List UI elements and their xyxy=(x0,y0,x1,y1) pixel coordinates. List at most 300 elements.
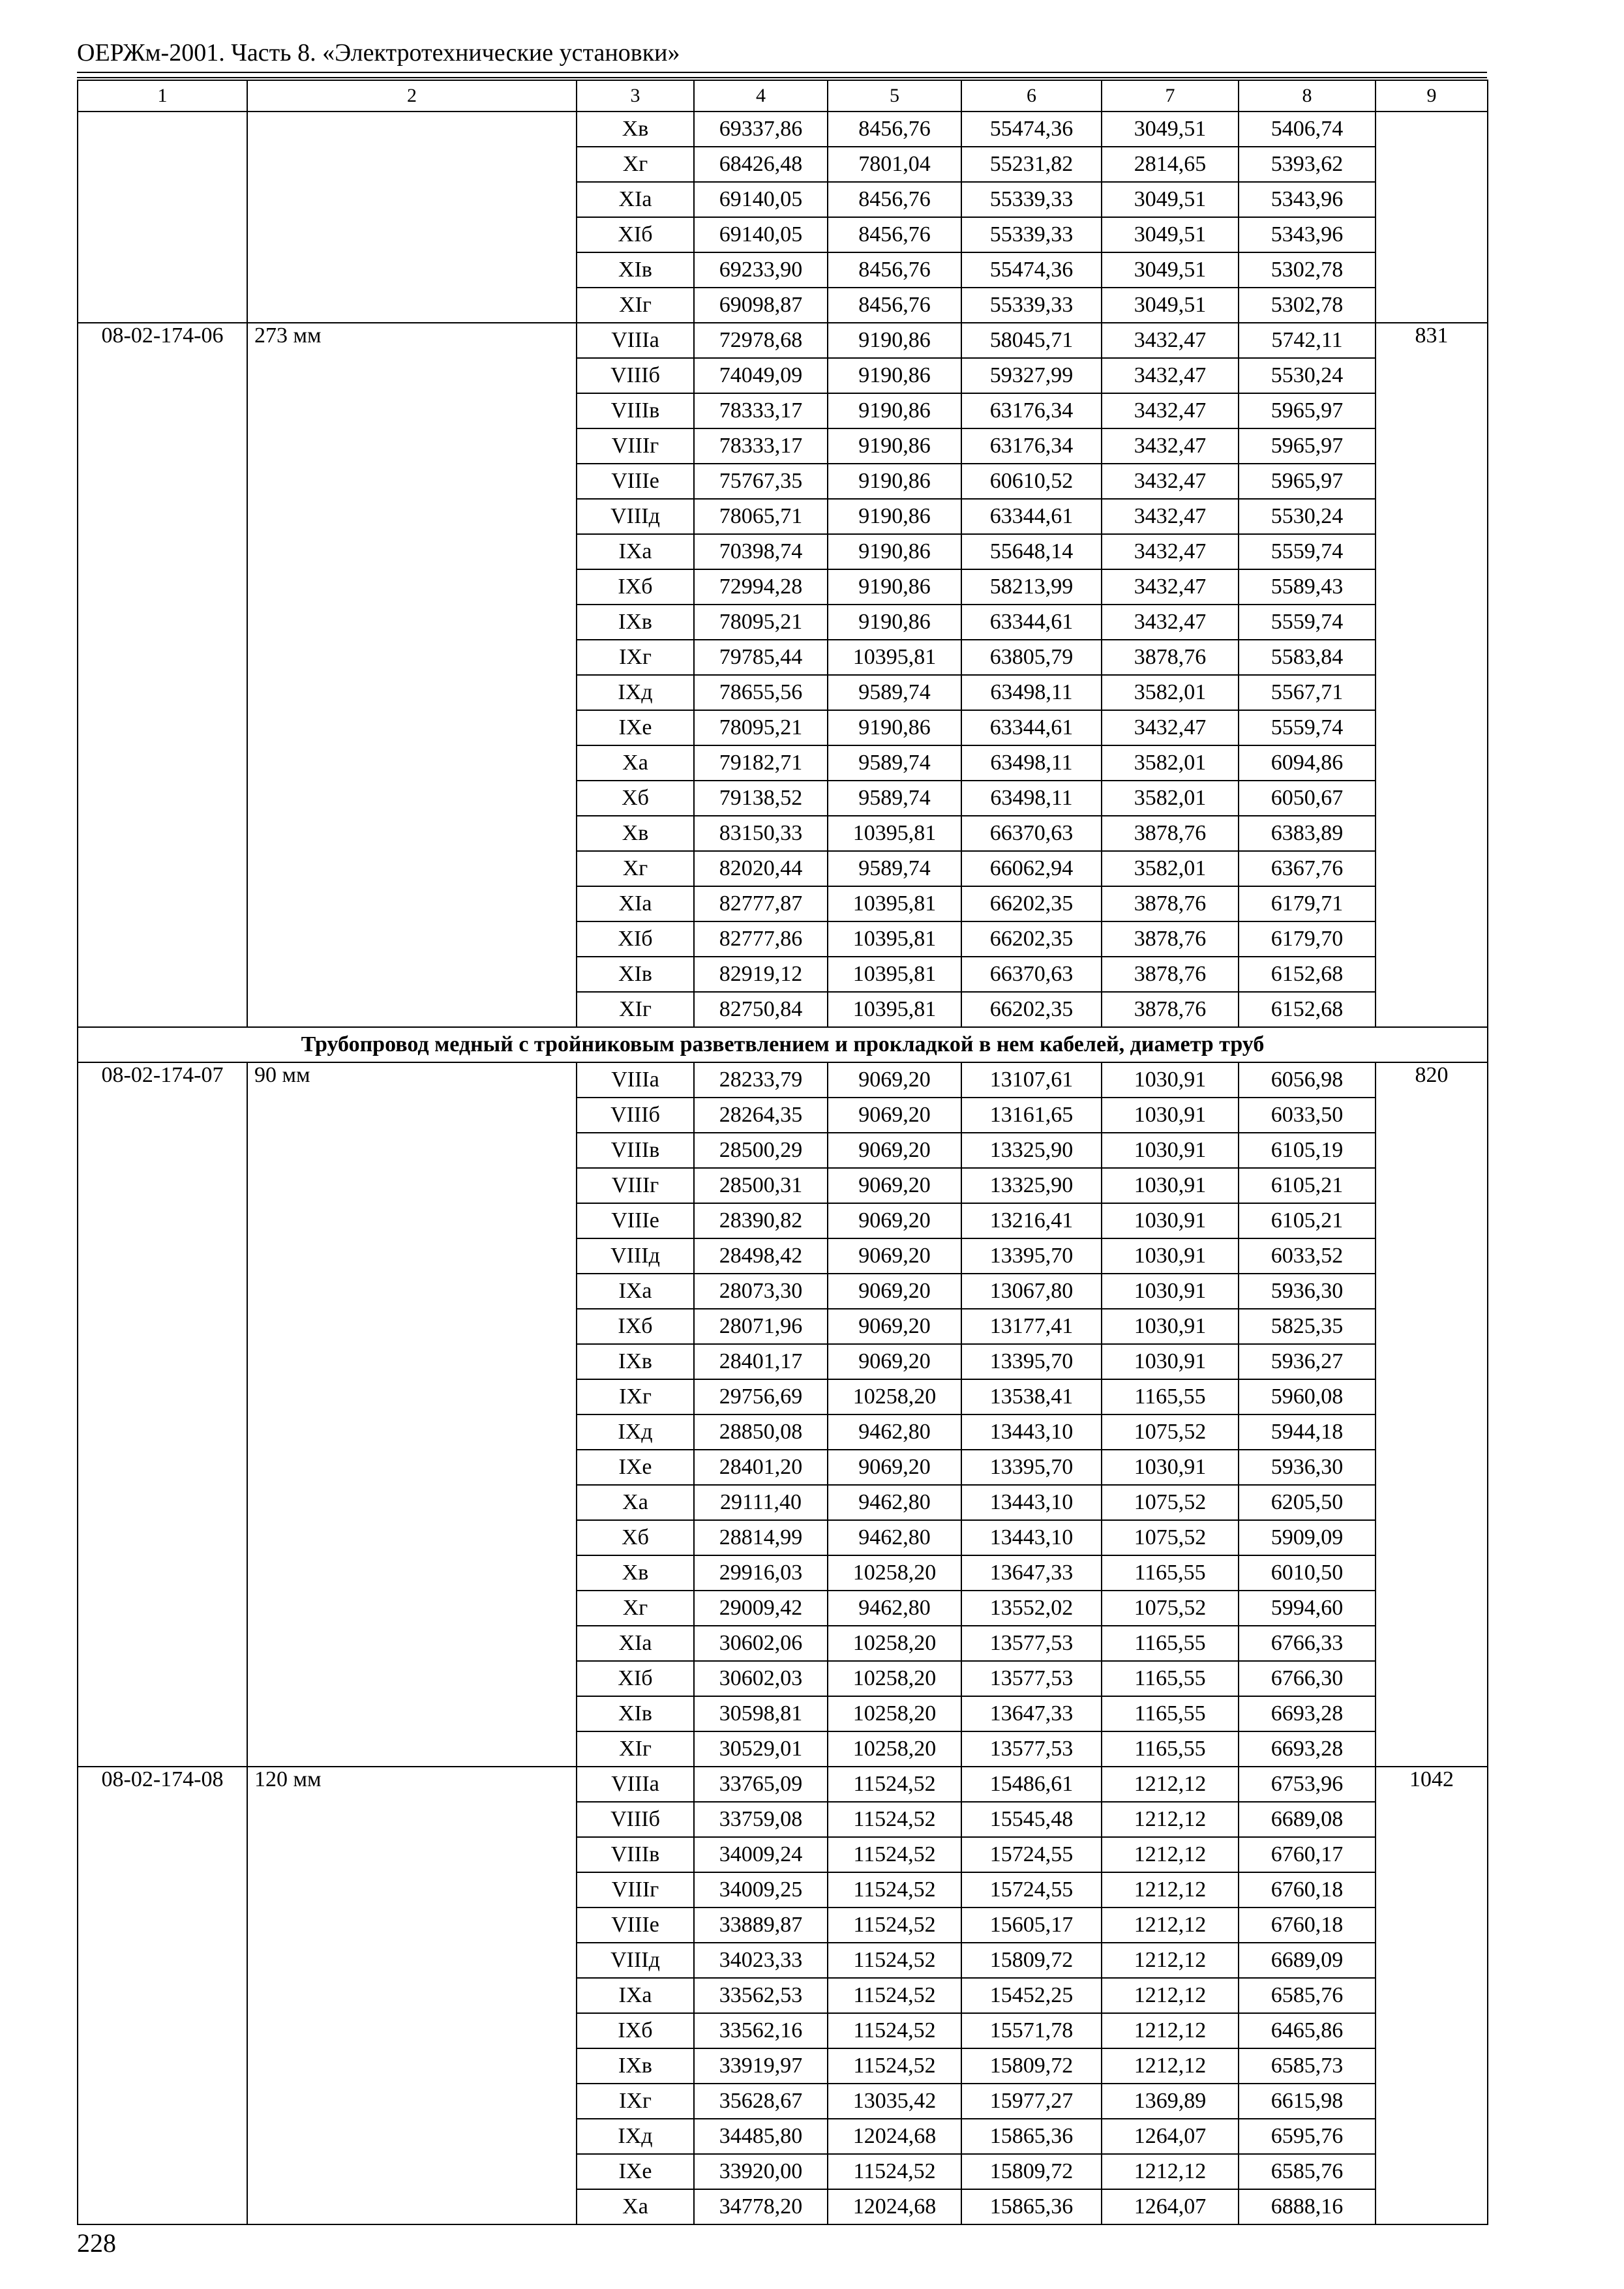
value-cell: 82750,84 xyxy=(694,992,828,1027)
column-9-cell xyxy=(1376,112,1488,323)
value-cell: 69140,05 xyxy=(694,182,828,217)
value-cell: 9190,86 xyxy=(828,323,961,358)
value-cell: 15486,61 xyxy=(961,1767,1102,1802)
rate-code-cell: 08-02-174-07 xyxy=(78,1062,247,1767)
value-cell: 1030,91 xyxy=(1102,1133,1239,1168)
value-cell: 9462,80 xyxy=(828,1414,961,1450)
value-cell: 6766,30 xyxy=(1239,1661,1376,1696)
value-cell: 9190,86 xyxy=(828,464,961,499)
value-cell: 78333,17 xyxy=(694,428,828,464)
page-header-title: ОЕРЖм-2001. Часть 8. «Электротехнические установки» xyxy=(77,39,680,67)
value-cell: 9069,20 xyxy=(828,1062,961,1098)
header-rule-bottom xyxy=(77,77,1487,78)
value-cell: 28071,96 xyxy=(694,1309,828,1344)
value-cell: 1030,91 xyxy=(1102,1098,1239,1133)
zone-cell: IXа xyxy=(577,1274,694,1309)
value-cell: 33562,53 xyxy=(694,1978,828,2013)
value-cell: 66202,35 xyxy=(961,992,1102,1027)
value-cell: 6585,73 xyxy=(1239,2048,1376,2084)
rate-code-cell xyxy=(78,112,247,323)
zone-cell: XIв xyxy=(577,252,694,288)
value-cell: 13216,41 xyxy=(961,1203,1102,1238)
value-cell: 3878,76 xyxy=(1102,886,1239,921)
zone-cell: Xг xyxy=(577,147,694,182)
zone-cell: IXб xyxy=(577,1309,694,1344)
zone-cell: Xг xyxy=(577,1591,694,1626)
value-cell: 8456,76 xyxy=(828,182,961,217)
value-cell: 6760,17 xyxy=(1239,1837,1376,1872)
value-cell: 3878,76 xyxy=(1102,957,1239,992)
value-cell: 10258,20 xyxy=(828,1731,961,1767)
value-cell: 6383,89 xyxy=(1239,816,1376,851)
value-cell: 5965,97 xyxy=(1239,464,1376,499)
value-cell: 83150,33 xyxy=(694,816,828,851)
zone-cell: VIIIг xyxy=(577,428,694,464)
zone-cell: IXе xyxy=(577,2154,694,2189)
zone-cell: XIа xyxy=(577,1626,694,1661)
zone-cell: XIа xyxy=(577,886,694,921)
value-cell: 11524,52 xyxy=(828,1767,961,1802)
zone-cell: XIв xyxy=(577,1696,694,1731)
section-row xyxy=(78,1027,1488,1062)
value-cell: 69337,86 xyxy=(694,112,828,147)
value-cell: 9589,74 xyxy=(828,851,961,886)
value-cell: 10395,81 xyxy=(828,957,961,992)
zone-cell: IXа xyxy=(577,1978,694,2013)
value-cell: 33920,00 xyxy=(694,2154,828,2189)
value-cell: 5393,62 xyxy=(1239,147,1376,182)
value-cell: 3432,47 xyxy=(1102,499,1239,534)
zone-cell: VIIIг xyxy=(577,1872,694,1908)
zone-cell: IXд xyxy=(577,1414,694,1450)
value-cell: 28073,30 xyxy=(694,1274,828,1309)
value-cell: 9190,86 xyxy=(828,358,961,393)
value-cell: 13443,10 xyxy=(961,1485,1102,1520)
value-cell: 13325,90 xyxy=(961,1133,1102,1168)
value-cell: 13161,65 xyxy=(961,1098,1102,1133)
value-cell: 6465,86 xyxy=(1239,2013,1376,2048)
value-cell: 15865,36 xyxy=(961,2189,1102,2224)
value-cell: 2814,65 xyxy=(1102,147,1239,182)
zone-cell: Xб xyxy=(577,781,694,816)
value-cell: 5944,18 xyxy=(1239,1414,1376,1450)
value-cell: 29009,42 xyxy=(694,1591,828,1626)
rate-code-cell: 08-02-174-08 xyxy=(78,1767,247,2224)
value-cell: 5994,60 xyxy=(1239,1591,1376,1626)
value-cell: 1030,91 xyxy=(1102,1344,1239,1379)
zone-cell: Xа xyxy=(577,2189,694,2224)
value-cell: 1075,52 xyxy=(1102,1591,1239,1626)
value-cell: 15452,25 xyxy=(961,1978,1102,2013)
value-cell: 1030,91 xyxy=(1102,1450,1239,1485)
value-cell: 63176,34 xyxy=(961,393,1102,428)
value-cell: 5936,30 xyxy=(1239,1274,1376,1309)
value-cell: 3878,76 xyxy=(1102,640,1239,675)
value-cell: 79182,71 xyxy=(694,745,828,781)
value-cell: 5343,96 xyxy=(1239,182,1376,217)
zone-cell: IXв xyxy=(577,1344,694,1379)
value-cell: 5965,97 xyxy=(1239,393,1376,428)
value-cell: 66202,35 xyxy=(961,921,1102,957)
value-cell: 63344,61 xyxy=(961,499,1102,534)
zone-cell: VIIIв xyxy=(577,1133,694,1168)
value-cell: 1165,55 xyxy=(1102,1626,1239,1661)
value-cell: 9589,74 xyxy=(828,781,961,816)
value-cell: 9589,74 xyxy=(828,745,961,781)
value-cell: 5530,24 xyxy=(1239,358,1376,393)
zone-cell: Xб xyxy=(577,1520,694,1555)
value-cell: 3432,47 xyxy=(1102,393,1239,428)
zone-cell: VIIIв xyxy=(577,393,694,428)
value-cell: 6152,68 xyxy=(1239,992,1376,1027)
column-number: 5 xyxy=(828,80,961,112)
value-cell: 6050,67 xyxy=(1239,781,1376,816)
zone-cell: XIг xyxy=(577,288,694,323)
value-cell: 1030,91 xyxy=(1102,1203,1239,1238)
value-cell: 15724,55 xyxy=(961,1837,1102,1872)
column-9-cell: 1042 xyxy=(1376,1767,1488,2224)
value-cell: 13577,53 xyxy=(961,1661,1102,1696)
value-cell: 33759,08 xyxy=(694,1802,828,1837)
zone-cell: Xв xyxy=(577,1555,694,1591)
zone-cell: VIIIа xyxy=(577,323,694,358)
value-cell: 3878,76 xyxy=(1102,992,1239,1027)
value-cell: 78333,17 xyxy=(694,393,828,428)
zone-cell: IXг xyxy=(577,640,694,675)
value-cell: 74049,09 xyxy=(694,358,828,393)
value-cell: 28390,82 xyxy=(694,1203,828,1238)
value-cell: 58213,99 xyxy=(961,569,1102,605)
value-cell: 13067,80 xyxy=(961,1274,1102,1309)
value-cell: 15809,72 xyxy=(961,2154,1102,2189)
price-table xyxy=(77,80,1488,2225)
value-cell: 69233,90 xyxy=(694,252,828,288)
value-cell: 5960,08 xyxy=(1239,1379,1376,1414)
zone-cell: IXд xyxy=(577,675,694,710)
zone-cell: IXе xyxy=(577,1450,694,1485)
zone-cell: VIIIд xyxy=(577,1943,694,1978)
value-cell: 1075,52 xyxy=(1102,1520,1239,1555)
value-cell: 15809,72 xyxy=(961,2048,1102,2084)
value-cell: 82919,12 xyxy=(694,957,828,992)
value-cell: 3878,76 xyxy=(1102,816,1239,851)
value-cell: 13577,53 xyxy=(961,1626,1102,1661)
zone-cell: IXб xyxy=(577,569,694,605)
column-number: 8 xyxy=(1239,80,1376,112)
value-cell: 55339,33 xyxy=(961,288,1102,323)
value-cell: 5559,74 xyxy=(1239,605,1376,640)
column-number: 1 xyxy=(78,80,247,112)
value-cell: 5936,30 xyxy=(1239,1450,1376,1485)
value-cell: 11524,52 xyxy=(828,1978,961,2013)
value-cell: 34485,80 xyxy=(694,2119,828,2154)
value-cell: 82777,86 xyxy=(694,921,828,957)
value-cell: 9069,20 xyxy=(828,1168,961,1203)
column-number-row xyxy=(78,80,1488,112)
value-cell: 8456,76 xyxy=(828,217,961,252)
value-cell: 1264,07 xyxy=(1102,2189,1239,2224)
zone-cell: VIIIе xyxy=(577,1203,694,1238)
value-cell: 3049,51 xyxy=(1102,288,1239,323)
value-cell: 28814,99 xyxy=(694,1520,828,1555)
value-cell: 9190,86 xyxy=(828,534,961,569)
value-cell: 55339,33 xyxy=(961,217,1102,252)
value-cell: 13395,70 xyxy=(961,1238,1102,1274)
value-cell: 6888,16 xyxy=(1239,2189,1376,2224)
value-cell: 5530,24 xyxy=(1239,499,1376,534)
zone-cell: XIг xyxy=(577,992,694,1027)
value-cell: 29756,69 xyxy=(694,1379,828,1414)
value-cell: 33562,16 xyxy=(694,2013,828,2048)
value-cell: 63344,61 xyxy=(961,605,1102,640)
zone-cell: XIа xyxy=(577,182,694,217)
value-cell: 3582,01 xyxy=(1102,851,1239,886)
zone-cell: XIб xyxy=(577,217,694,252)
value-cell: 28233,79 xyxy=(694,1062,828,1098)
value-cell: 10258,20 xyxy=(828,1379,961,1414)
value-cell: 6105,19 xyxy=(1239,1133,1376,1168)
pipe-size-cell: 273 мм xyxy=(247,323,577,1027)
value-cell: 1165,55 xyxy=(1102,1555,1239,1591)
value-cell: 3432,47 xyxy=(1102,534,1239,569)
value-cell: 3582,01 xyxy=(1102,781,1239,816)
value-cell: 70398,74 xyxy=(694,534,828,569)
value-cell: 66370,63 xyxy=(961,816,1102,851)
value-cell: 9069,20 xyxy=(828,1274,961,1309)
value-cell: 5965,97 xyxy=(1239,428,1376,464)
column-number: 3 xyxy=(577,80,694,112)
value-cell: 78655,56 xyxy=(694,675,828,710)
value-cell: 63498,11 xyxy=(961,781,1102,816)
value-cell: 6766,33 xyxy=(1239,1626,1376,1661)
value-cell: 3582,01 xyxy=(1102,745,1239,781)
value-cell: 1212,12 xyxy=(1102,1978,1239,2013)
value-cell: 1165,55 xyxy=(1102,1731,1239,1767)
column-9-cell: 820 xyxy=(1376,1062,1488,1767)
value-cell: 11524,52 xyxy=(828,2048,961,2084)
value-cell: 13177,41 xyxy=(961,1309,1102,1344)
value-cell: 35628,67 xyxy=(694,2084,828,2119)
table-row xyxy=(78,1767,1488,1802)
value-cell: 28401,17 xyxy=(694,1344,828,1379)
page-number: 228 xyxy=(77,2228,116,2258)
value-cell: 6615,98 xyxy=(1239,2084,1376,2119)
value-cell: 6179,70 xyxy=(1239,921,1376,957)
zone-cell: VIIIд xyxy=(577,1238,694,1274)
section-title: Трубопровод медный с тройниковым разветвлением и прокладкой в нем кабелей, диаметр труб xyxy=(78,1027,1488,1062)
value-cell: 9190,86 xyxy=(828,428,961,464)
value-cell: 1212,12 xyxy=(1102,1872,1239,1908)
value-cell: 6152,68 xyxy=(1239,957,1376,992)
rate-code-cell: 08-02-174-06 xyxy=(78,323,247,1027)
zone-cell: VIIIд xyxy=(577,499,694,534)
value-cell: 28500,31 xyxy=(694,1168,828,1203)
value-cell: 34009,25 xyxy=(694,1872,828,1908)
value-cell: 3878,76 xyxy=(1102,921,1239,957)
value-cell: 7801,04 xyxy=(828,147,961,182)
value-cell: 1030,91 xyxy=(1102,1168,1239,1203)
value-cell: 1030,91 xyxy=(1102,1062,1239,1098)
value-cell: 5742,11 xyxy=(1239,323,1376,358)
table-row xyxy=(78,112,1488,147)
value-cell: 6105,21 xyxy=(1239,1168,1376,1203)
value-cell: 6585,76 xyxy=(1239,1978,1376,2013)
value-cell: 6033,50 xyxy=(1239,1098,1376,1133)
value-cell: 3432,47 xyxy=(1102,710,1239,745)
value-cell: 5302,78 xyxy=(1239,288,1376,323)
value-cell: 12024,68 xyxy=(828,2189,961,2224)
zone-cell: Xа xyxy=(577,745,694,781)
column-number: 4 xyxy=(694,80,828,112)
zone-cell: VIIIе xyxy=(577,1908,694,1943)
value-cell: 9589,74 xyxy=(828,675,961,710)
value-cell: 78095,21 xyxy=(694,710,828,745)
value-cell: 63498,11 xyxy=(961,745,1102,781)
value-cell: 68426,48 xyxy=(694,147,828,182)
value-cell: 11524,52 xyxy=(828,1943,961,1978)
value-cell: 6585,76 xyxy=(1239,2154,1376,2189)
column-number: 7 xyxy=(1102,80,1239,112)
value-cell: 5825,35 xyxy=(1239,1309,1376,1344)
value-cell: 10258,20 xyxy=(828,1555,961,1591)
value-cell: 33765,09 xyxy=(694,1767,828,1802)
value-cell: 9069,20 xyxy=(828,1238,961,1274)
value-cell: 6760,18 xyxy=(1239,1908,1376,1943)
zone-cell: VIIIа xyxy=(577,1767,694,1802)
zone-cell: IXе xyxy=(577,710,694,745)
zone-cell: IXв xyxy=(577,605,694,640)
value-cell: 8456,76 xyxy=(828,252,961,288)
value-cell: 9462,80 xyxy=(828,1591,961,1626)
zone-cell: XIг xyxy=(577,1731,694,1767)
value-cell: 3049,51 xyxy=(1102,217,1239,252)
table-row xyxy=(78,1062,1488,1098)
value-cell: 3432,47 xyxy=(1102,464,1239,499)
value-cell: 8456,76 xyxy=(828,112,961,147)
value-cell: 1075,52 xyxy=(1102,1485,1239,1520)
zone-cell: VIIIг xyxy=(577,1168,694,1203)
value-cell: 1212,12 xyxy=(1102,1943,1239,1978)
value-cell: 13395,70 xyxy=(961,1344,1102,1379)
value-cell: 28850,08 xyxy=(694,1414,828,1450)
value-cell: 6689,09 xyxy=(1239,1943,1376,1978)
value-cell: 12024,68 xyxy=(828,2119,961,2154)
zone-cell: Xв xyxy=(577,112,694,147)
value-cell: 1264,07 xyxy=(1102,2119,1239,2154)
value-cell: 55231,82 xyxy=(961,147,1102,182)
value-cell: 15977,27 xyxy=(961,2084,1102,2119)
value-cell: 6179,71 xyxy=(1239,886,1376,921)
value-cell: 11524,52 xyxy=(828,1802,961,1837)
value-cell: 13538,41 xyxy=(961,1379,1102,1414)
value-cell: 28500,29 xyxy=(694,1133,828,1168)
zone-cell: VIIIе xyxy=(577,464,694,499)
value-cell: 1212,12 xyxy=(1102,1802,1239,1837)
value-cell: 11524,52 xyxy=(828,1837,961,1872)
value-cell: 15724,55 xyxy=(961,1872,1102,1908)
value-cell: 1165,55 xyxy=(1102,1379,1239,1414)
zone-cell: IXг xyxy=(577,1379,694,1414)
value-cell: 1212,12 xyxy=(1102,1908,1239,1943)
value-cell: 34778,20 xyxy=(694,2189,828,2224)
zone-cell: IXа xyxy=(577,534,694,569)
value-cell: 13577,53 xyxy=(961,1731,1102,1767)
value-cell: 6753,96 xyxy=(1239,1767,1376,1802)
value-cell: 10395,81 xyxy=(828,886,961,921)
column-9-cell: 831 xyxy=(1376,323,1488,1027)
value-cell: 3432,47 xyxy=(1102,358,1239,393)
value-cell: 72994,28 xyxy=(694,569,828,605)
value-cell: 5583,84 xyxy=(1239,640,1376,675)
value-cell: 1212,12 xyxy=(1102,2154,1239,2189)
value-cell: 66062,94 xyxy=(961,851,1102,886)
value-cell: 1212,12 xyxy=(1102,2048,1239,2084)
value-cell: 5302,78 xyxy=(1239,252,1376,288)
value-cell: 15545,48 xyxy=(961,1802,1102,1837)
zone-cell: VIIIв xyxy=(577,1837,694,1872)
zone-cell: IXб xyxy=(577,2013,694,2048)
value-cell: 28264,35 xyxy=(694,1098,828,1133)
value-cell: 1030,91 xyxy=(1102,1274,1239,1309)
value-cell: 6094,86 xyxy=(1239,745,1376,781)
value-cell: 66202,35 xyxy=(961,886,1102,921)
column-number: 9 xyxy=(1376,80,1488,112)
value-cell: 69140,05 xyxy=(694,217,828,252)
value-cell: 63805,79 xyxy=(961,640,1102,675)
value-cell: 10395,81 xyxy=(828,921,961,957)
value-cell: 13647,33 xyxy=(961,1696,1102,1731)
value-cell: 6693,28 xyxy=(1239,1696,1376,1731)
value-cell: 10395,81 xyxy=(828,816,961,851)
value-cell: 69098,87 xyxy=(694,288,828,323)
value-cell: 11524,52 xyxy=(828,1872,961,1908)
value-cell: 28498,42 xyxy=(694,1238,828,1274)
value-cell: 1075,52 xyxy=(1102,1414,1239,1450)
value-cell: 13035,42 xyxy=(828,2084,961,2119)
value-cell: 11524,52 xyxy=(828,1908,961,1943)
value-cell: 55339,33 xyxy=(961,182,1102,217)
value-cell: 63344,61 xyxy=(961,710,1102,745)
value-cell: 5909,09 xyxy=(1239,1520,1376,1555)
value-cell: 1369,89 xyxy=(1102,2084,1239,2119)
value-cell: 10258,20 xyxy=(828,1661,961,1696)
value-cell: 30602,03 xyxy=(694,1661,828,1696)
value-cell: 13443,10 xyxy=(961,1520,1102,1555)
value-cell: 3432,47 xyxy=(1102,428,1239,464)
value-cell: 10395,81 xyxy=(828,640,961,675)
value-cell: 13647,33 xyxy=(961,1555,1102,1591)
value-cell: 79138,52 xyxy=(694,781,828,816)
value-cell: 29111,40 xyxy=(694,1485,828,1520)
value-cell: 29916,03 xyxy=(694,1555,828,1591)
value-cell: 30598,81 xyxy=(694,1696,828,1731)
value-cell: 13395,70 xyxy=(961,1450,1102,1485)
value-cell: 10258,20 xyxy=(828,1626,961,1661)
value-cell: 82020,44 xyxy=(694,851,828,886)
value-cell: 3049,51 xyxy=(1102,182,1239,217)
zone-cell: XIб xyxy=(577,1661,694,1696)
zone-cell: VIIIа xyxy=(577,1062,694,1098)
value-cell: 78095,21 xyxy=(694,605,828,640)
value-cell: 3432,47 xyxy=(1102,605,1239,640)
pipe-size-cell xyxy=(247,112,577,323)
value-cell: 5589,43 xyxy=(1239,569,1376,605)
value-cell: 60610,52 xyxy=(961,464,1102,499)
value-cell: 9462,80 xyxy=(828,1520,961,1555)
value-cell: 1212,12 xyxy=(1102,1767,1239,1802)
value-cell: 9069,20 xyxy=(828,1309,961,1344)
zone-cell: Xг xyxy=(577,851,694,886)
